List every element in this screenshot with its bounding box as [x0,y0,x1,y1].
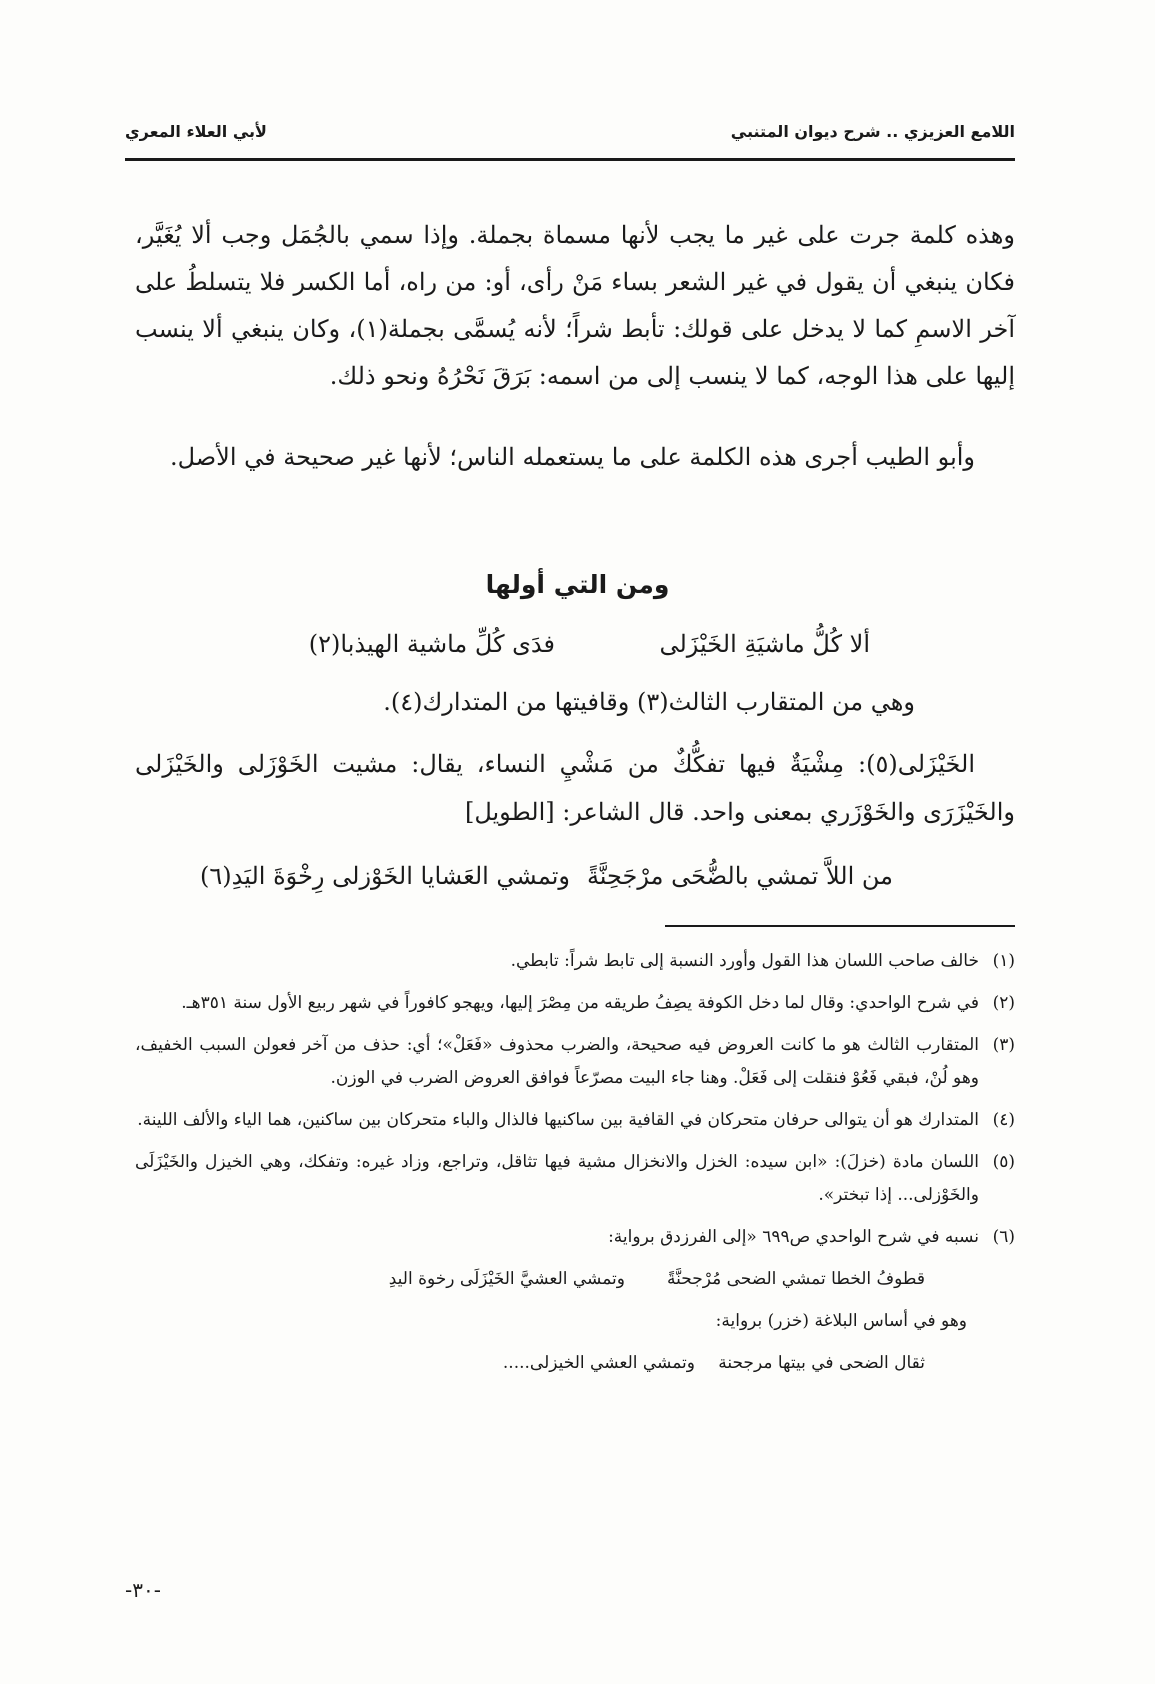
header-rule [125,158,1015,161]
footnote-number: (٢) [992,993,1015,1013]
footnote [135,945,1015,978]
footnote-note: وهو في أساس البلاغة (خزر) برواية: [715,1311,967,1331]
footnote [135,987,1015,1020]
paragraph-1: وهذه كلمة جرت على غير ما يجب لأنها مسماة بجملة. وإذا سمي بالجُمَل وجب ألا يُغَيَّر، فكان ينبغي أن يقول في غير الشعر بساء مَنْ رأى، أو: من راه، أما الكسر فلا يتسلطُ على آخر الاسمِ كما لا يدخل على قولك: تأبط شراً؛ لأنه يُسمَّى بجملة(١)، وكان ينبغي ألا ينسب إليها على هذا الوجه، كما لا ينسب إلى من اسمه: بَرَقَ نَحْرُهُ ونحو ذلك. [135,221,1016,390]
footnote-number: (٥) [992,1152,1015,1172]
page-number: -٣٠- [125,1578,161,1602]
footnote-verse-first-hemistich: ثقال الضحى في بيتها مرجحنة [718,1353,925,1373]
verse-2-second-hemistich: وتمشي العَشايا الخَوْزلى رِخْوَةَ اليَدِ(٦) [200,862,570,890]
author-name: لأبي العلاء المعري [125,121,267,141]
verse-1-first-hemistich: ألا كُلُّ ماشيَةِ الخَيْزَلى [659,630,870,658]
footnote-verse-second-hemistich: وتمشي العشي الخيزلى..... [502,1353,695,1373]
footnote [135,1029,1015,1095]
footnote-verse [135,1347,1015,1380]
footnote-text: خالف صاحب اللسان هذا القول وأورد النسبة إلى تابط شراً: تابطي. [510,951,979,971]
footnote [135,1146,1015,1212]
footnote-rule [665,925,1015,927]
footnote-text: نسبه في شرح الواحدي ص٦٩٩ «إلى الفرزدق برواية: [608,1227,979,1247]
paragraph-2: وأبو الطيب أجرى هذه الكلمة على ما يستعمله الناس؛ لأنها غير صحيحة في الأصل. [169,443,975,471]
footnote [135,1221,1015,1254]
footnote-verse-first-hemistich: قطوفُ الخطا تمشي الضحى مُرْجحنَّةً [667,1269,925,1289]
footnote-number: (٦) [992,1227,1015,1247]
footnote-text: اللسان مادة (خزلَ): «ابن سيده: الخزل والانخزال مشية فيها تثاقل، وتراجع، وزاد غيره: وتفكك، وهي الخيزل والخَيْزَلَى والخَوْزلى... إذا تبختر». [135,1152,979,1205]
verse-2-first-hemistich: من اللاَّ تمشي بالضُّحَى مرْجَحِنَّةً [586,862,893,890]
book-title: اللامع العزيزي .. شرح ديوان المتنبي [730,121,1015,141]
footnote-verse-second-hemistich: وتمشي العشيَّ الخَيْزَلَى رخوة اليدِ [388,1269,625,1289]
running-header [125,108,1015,154]
footnote [135,1104,1015,1137]
footnotes [135,945,1015,1389]
verse-1-second-hemistich: فدَى كُلِّ ماشية الهيذبا(٢) [308,630,555,658]
footnote-number: (٤) [992,1110,1015,1130]
footnote-number: (١) [992,951,1015,971]
footnote-verse [135,1263,1015,1296]
footnote-text: في شرح الواحدي: وقال لما دخل الكوفة يصِفُ طريقه من مِصْرَ إليها، ويهجو كافوراً في شهر ربيع الأول سنة ٣٥١هـ. [181,993,979,1013]
footnote-text: المتقارب الثالث هو ما كانت العروض فيه صحيحة، والضرب محذوف «فَعَلْ»؛ أي: حذف من آخر فعولن السبب الخفيف، وهو لُنْ، فبقي فَعُوْ فنقلت إلى فَعَلْ. وهنا جاء البيت مصرّعاً فوافق العروض الضرب في الوزن. [135,1035,979,1088]
footnote-number: (٣) [992,1035,1015,1055]
meter-line: وهي من المتقارب الثالث(٣) وقافيتها من المتدارك(٤). [383,688,915,716]
section-title: ومن التي أولها [485,570,670,599]
paragraph-3: الخَيْزَلى(٥): مِشْيَةٌ فيها تفكُّكٌ من مَشْيِ النساء، يقال: مشيت الخَوْزَلى والخَيْزَلى والخَيْزَرَى والخَوْزَري بمعنى واحد. قال الشاعر: [الطويل] [135,750,1015,826]
footnote-text: المتدارك هو أن يتوالى حرفان متحركان في القافية بين ساكنيها فالذال والباء متحركان بين ساكنين، هما الياء والألف اللينة. [137,1110,979,1130]
